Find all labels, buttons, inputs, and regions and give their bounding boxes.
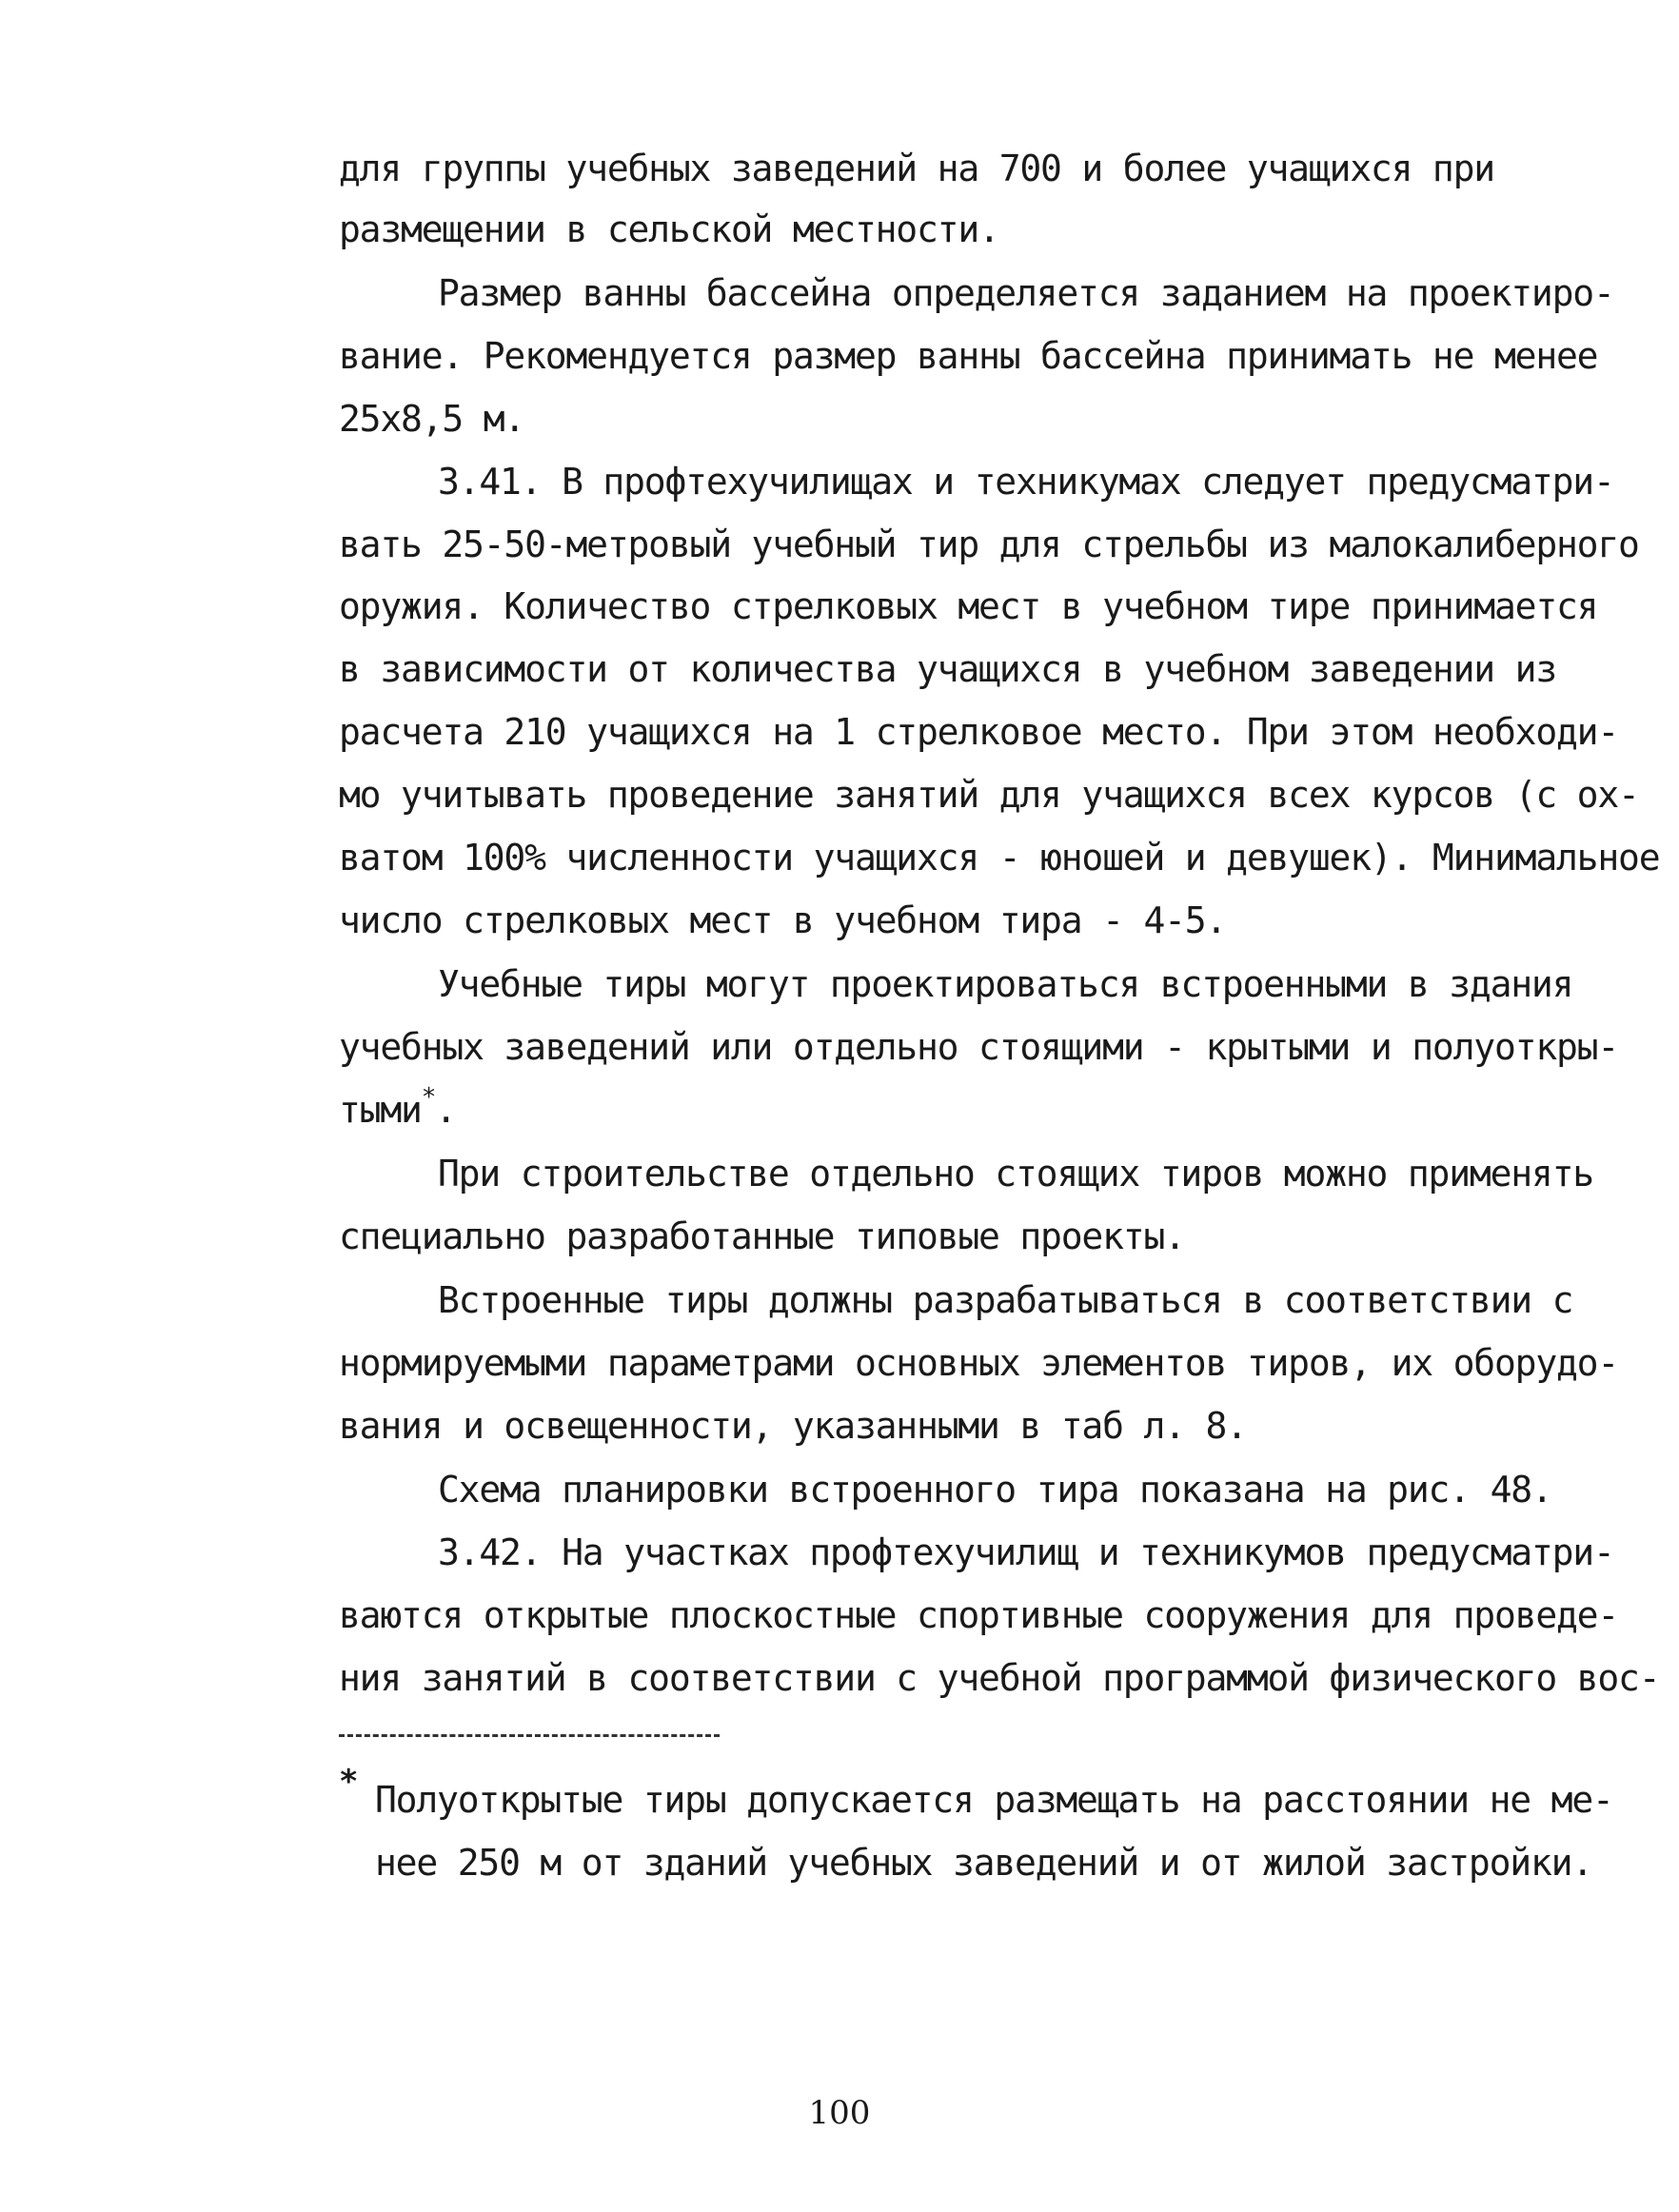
body-line: для группы учебных заведений на 700 и более учащихся при bbox=[339, 148, 1494, 189]
body-line: нормируемыми параметрами основных элементов тиров, их оборудо- bbox=[339, 1342, 1619, 1384]
footnote-line: Полуоткрытые тиры допускается размещать на расстоянии не ме- bbox=[375, 1779, 1613, 1821]
body-line-with-footnote-ref bbox=[339, 1083, 456, 1134]
footnote-ref-mark: * bbox=[421, 1083, 436, 1112]
body-line: мо учитывать проведение занятий для учащихся всех курсов (с ох- bbox=[339, 774, 1639, 816]
body-line: Встроенные тиры должны разрабатываться в соответствии с bbox=[438, 1279, 1573, 1321]
body-line: расчета 210 учащихся на 1 стрелковое место. При этом необходи- bbox=[339, 711, 1619, 753]
body-line: в зависимости от количества учащихся в учебном заведении из bbox=[339, 648, 1556, 690]
footnote-divider bbox=[339, 1734, 720, 1737]
body-line: Размер ванны бассейна определяется заданием на проектиро- bbox=[438, 272, 1614, 314]
body-line: учебных заведений или отдельно стоящими - крытыми и полуоткры- bbox=[339, 1026, 1619, 1068]
footnote-line: нее 250 м от зданий учебных заведений и от жилой застройки. bbox=[375, 1842, 1592, 1884]
body-line-text: тыми bbox=[339, 1089, 422, 1131]
body-line: оружия. Количество стрелковых мест в учебном тире принимается bbox=[339, 585, 1598, 627]
body-line: При строительстве отдельно стоящих тиров можно применять bbox=[438, 1153, 1593, 1195]
body-line: ния занятий в соответствии с учебной программой физического вос- bbox=[339, 1657, 1660, 1699]
body-line: Учебные тиры могут проектироваться встроенными в здания bbox=[438, 963, 1573, 1005]
footnote-mark: * bbox=[339, 1763, 359, 1801]
body-line: вания и освещенности, указанными в таб л. 8. bbox=[339, 1405, 1247, 1447]
body-line: 3.42. На участках профтехучилищ и техникумов предусматри- bbox=[438, 1531, 1614, 1573]
page-number: 100 bbox=[808, 2094, 871, 2132]
body-line: 25х8,5 м. bbox=[339, 398, 525, 440]
body-line: специально разработанные типовые проекты. bbox=[339, 1215, 1185, 1257]
body-line: вать 25-50-метровый учебный тир для стрельбы из малокалиберного bbox=[339, 523, 1639, 565]
body-line: число стрелковых мест в учебном тира - 4-5. bbox=[339, 899, 1227, 941]
body-line: ватом 100% численности учащихся - юношей и девушек). Минимальное bbox=[339, 837, 1660, 879]
footnote-ref-tail: . bbox=[435, 1089, 456, 1131]
body-line: вание. Рекомендуется размер ванны бассейна принимать не менее bbox=[339, 335, 1598, 377]
body-line: размещении в сельской местности. bbox=[339, 208, 999, 250]
body-line: Схема планировки встроенного тира показана на рис. 48. bbox=[438, 1469, 1552, 1511]
body-line: 3.41. В профтехучилищах и техникумах следует предусматри- bbox=[438, 461, 1614, 503]
body-line: ваются открытые плоскостные спортивные сооружения для проведе- bbox=[339, 1594, 1619, 1636]
